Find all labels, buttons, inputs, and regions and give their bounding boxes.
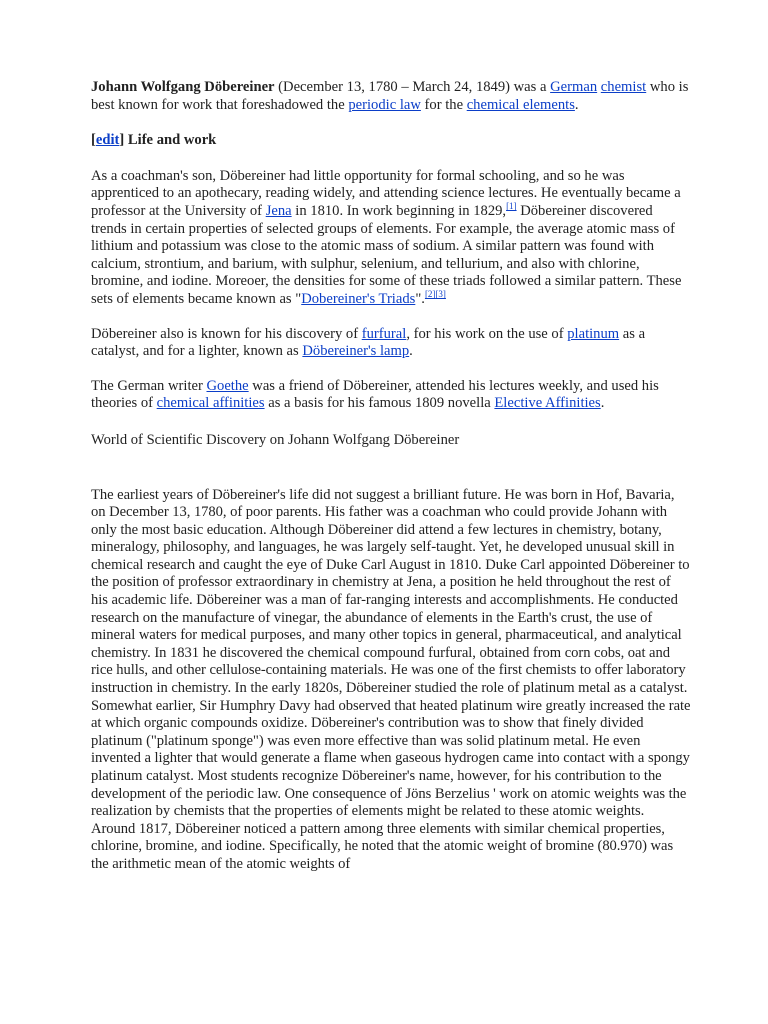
paragraph-early-life: As a coachman's son, Döbereiner had little opportunity for formal schooling, and so he was apprenticed to an apothecary, reading widely, and attending science lectures. He eventually became a professor at the University of Jena in 1810. In work beginning in 1829,[1] Döbereiner discovered trends in certain properties of selected groups of elements. For example, the average atomic mass of lithium and potassium was close to the atomic mass of sodium. A similar pattern was found with calcium, strontium, and barium, with sulphur, selenium, and tellurium, and also with chlorine, bromine, and iodine. Moreoer, the densities for some of these triads followed a similar pattern. These sets of elements became known as "Dobereiner's Triads".[2][3] (91, 167, 682, 307)
reference-2[interactable]: [2] (424, 288, 436, 299)
link-platinum[interactable]: platinum (567, 325, 620, 342)
link-dobereiners-triads[interactable]: Dobereiner's Triads (301, 290, 416, 307)
reference-1[interactable]: [1] (506, 200, 517, 211)
section-heading-life-and-work: [edit] Life and work (91, 132, 217, 149)
edit-link[interactable]: edit (95, 132, 120, 149)
section-title-world-of-discovery: World of Scientific Discovery on Johann Wolfgang Döbereiner (91, 431, 460, 448)
reference-3[interactable]: [3] (435, 288, 446, 299)
paragraph-biography: The earliest years of Döbereiner's life did not suggest a brilliant future. He was born in Hof, Bavaria, on December 13, 1780, of poor parents. His father was a coachman who could provide Johann with only the most basic education. Although Döbereiner did attend a few lectures in chemistry, botany, mineralogy, philosophy, and languages, he was largely self-taught. Yet, he developed unusual skill in chemical research and caught the eye of Duke Carl August in 1810. Duke Carl appointed Döbereiner to the position of professor extraordinary in chemistry at Jena, a position he held throughout the rest of his academic life. Döbereiner was a man of far-ranging interests and accomplishments. He conducted research on the manufacture of vinegar, the abundance of elements in the Earth's crust, the use of mineral waters for medical purposes, and many other topics in general, pharmaceutical, and analytical chemistry. In 1831 he discovered the chemical compound furfural, obtained from corn cobs, oat and rice hulls, and other cellulose-containing materials. He was one of the first chemists to offer laboratory instruction in chemistry. In the early 1820s, Döbereiner studied the role of platinum metal as a catalyst. Somewhat earlier, Sir Humphry Davy had observed that heated platinum wire greatly increased the rate at which organic compounds oxidize. Döbereiner's contribution was to show that finely divided platinum ("platinum sponge") was even more effective than was solid platinum metal. He even invented a lighter that would generate a flame when gaseous hydrogen came into contact with a spongy platinum catalyst. Most students recognize Döbereiner's name, however, for his contribution to the development of the periodic law. One consequence of Jöns Berzelius ' work on atomic weights was the realization by chemists that the properties of elements might be related to these atomic weights. Around 1817, Döbereiner noticed a pattern among three elements with similar chemical properties, chlorine, bromine, and iodine. Specifically, he noted that the atomic weight of bromine (80.970) was the arithmetic mean of the atomic weights of (91, 486, 691, 872)
link-chemical-affinities[interactable]: chemical affinities (156, 395, 265, 412)
paragraph-discoveries: Döbereiner also is known for his discovery of furfural, for his work on the use of platinum as a catalyst, and for a lighter, known as Döbereiner's lamp. (91, 325, 646, 360)
document-page (91, 79, 691, 874)
link-chemical-elements[interactable]: chemical elements (466, 96, 575, 113)
link-elective-affinities[interactable]: Elective Affinities (494, 395, 601, 412)
link-goethe[interactable]: Goethe (206, 377, 249, 394)
intro-paragraph: Johann Wolfgang Döbereiner (December 13, 1780 – March 24, 1849) was a German chemist who is best known for work that foreshadowed the periodic law for the chemical elements. (91, 79, 689, 113)
paragraph-goethe: The German writer Goethe was a friend of Döbereiner, attended his lectures weekly, and used his theories of chemical affinities as a basis for his famous 1809 novella Elective Affinities. (91, 377, 659, 412)
link-dobereiners-lamp[interactable]: Döbereiner's lamp (302, 343, 410, 360)
link-chemist[interactable]: chemist (600, 79, 647, 95)
link-periodic-law[interactable]: periodic law (348, 96, 421, 113)
link-jena[interactable]: Jena (265, 202, 292, 219)
subject-name: Johann Wolfgang Döbereiner (91, 79, 275, 95)
link-furfural[interactable]: furfural (361, 325, 407, 342)
link-german[interactable]: German (550, 79, 598, 95)
